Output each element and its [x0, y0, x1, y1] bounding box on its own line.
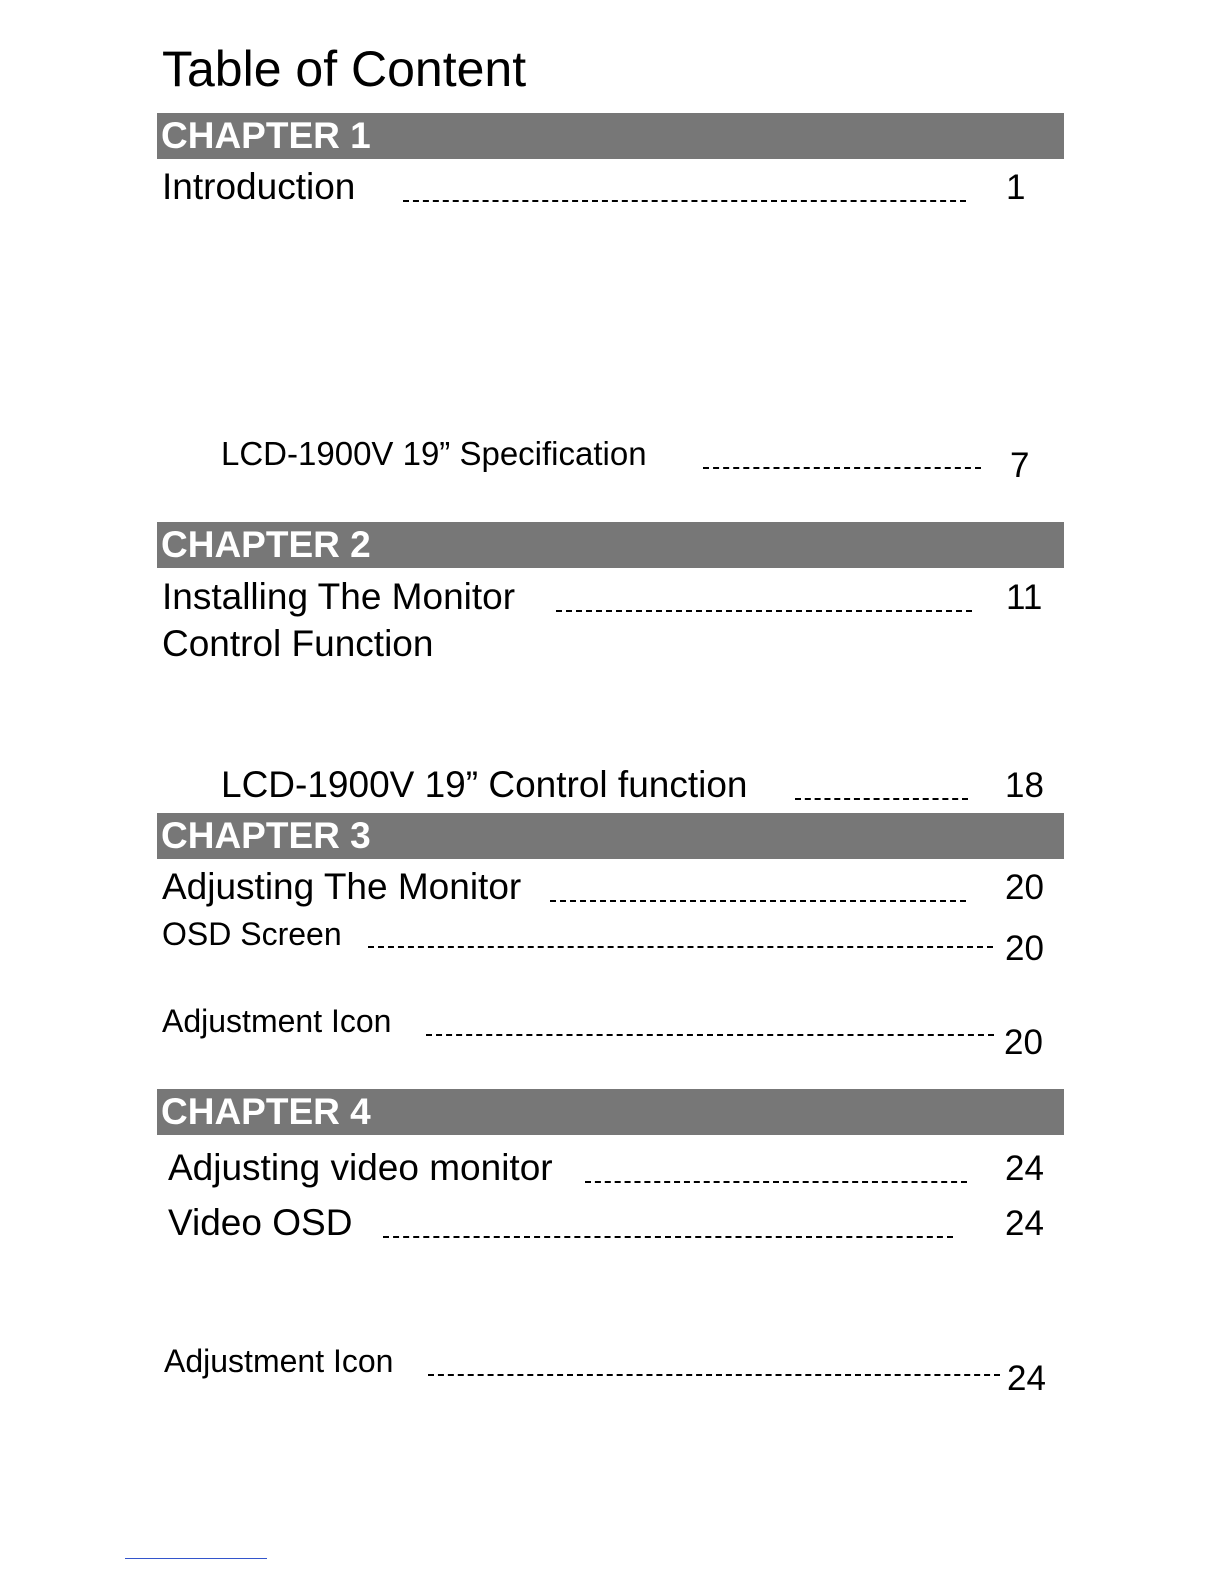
- page-number: 1: [1006, 168, 1026, 207]
- toc-entry-adjusting-video-monitor[interactable]: Adjusting video monitor: [168, 1147, 553, 1188]
- toc-entry-osd-screen[interactable]: OSD Screen: [162, 916, 342, 952]
- leader-line: [550, 900, 966, 902]
- page-number: 24: [1005, 1149, 1044, 1188]
- leader-line: [703, 467, 981, 469]
- page-number: 18: [1005, 766, 1044, 805]
- leader-line: [426, 1034, 994, 1036]
- leader-line: [403, 200, 966, 202]
- chapter-3-header: [157, 813, 1064, 859]
- chapter-1-label: CHAPTER 1: [161, 115, 371, 156]
- toc-entry-adjustment-icon[interactable]: Adjustment Icon: [162, 1003, 392, 1039]
- leader-line: [383, 1236, 953, 1238]
- chapter-1-header: [157, 113, 1064, 159]
- page-number: 20: [1005, 868, 1044, 907]
- toc-entry-specification[interactable]: LCD-1900V 19” Specification: [221, 435, 647, 472]
- toc-entry-video-adjustment-icon[interactable]: Adjustment Icon: [164, 1343, 394, 1379]
- page-number: 7: [1010, 446, 1030, 485]
- toc-entry-video-osd[interactable]: Video OSD: [168, 1202, 353, 1243]
- page-title: Table of Content: [162, 41, 527, 97]
- leader-line: [585, 1181, 967, 1183]
- chapter-2-label: CHAPTER 2: [161, 524, 371, 565]
- leader-line: [428, 1374, 1000, 1376]
- leader-line: [556, 610, 972, 612]
- toc-entry-control-function[interactable]: Control Function: [162, 623, 434, 664]
- toc-entry-adjusting-monitor[interactable]: Adjusting The Monitor: [162, 866, 522, 907]
- page-number: 20: [1005, 929, 1044, 968]
- page-number: 20: [1004, 1023, 1043, 1062]
- toc-entry-installing-monitor[interactable]: Installing The Monitor: [162, 576, 516, 617]
- page-number: 24: [1005, 1204, 1044, 1243]
- chapter-3-label: CHAPTER 3: [161, 815, 371, 856]
- chapter-2-header: [157, 522, 1064, 568]
- footer-link-underline: [125, 1558, 267, 1559]
- leader-line: [368, 946, 993, 948]
- leader-line: [795, 798, 968, 800]
- toc-entry-introduction[interactable]: Introduction: [162, 166, 356, 207]
- page-number: 11: [1006, 578, 1043, 617]
- toc-entry-control-function-detail[interactable]: LCD-1900V 19” Control function: [221, 764, 748, 805]
- chapter-4-header: [157, 1089, 1064, 1135]
- page-number: 24: [1007, 1359, 1046, 1398]
- chapter-4-label: CHAPTER 4: [161, 1091, 371, 1132]
